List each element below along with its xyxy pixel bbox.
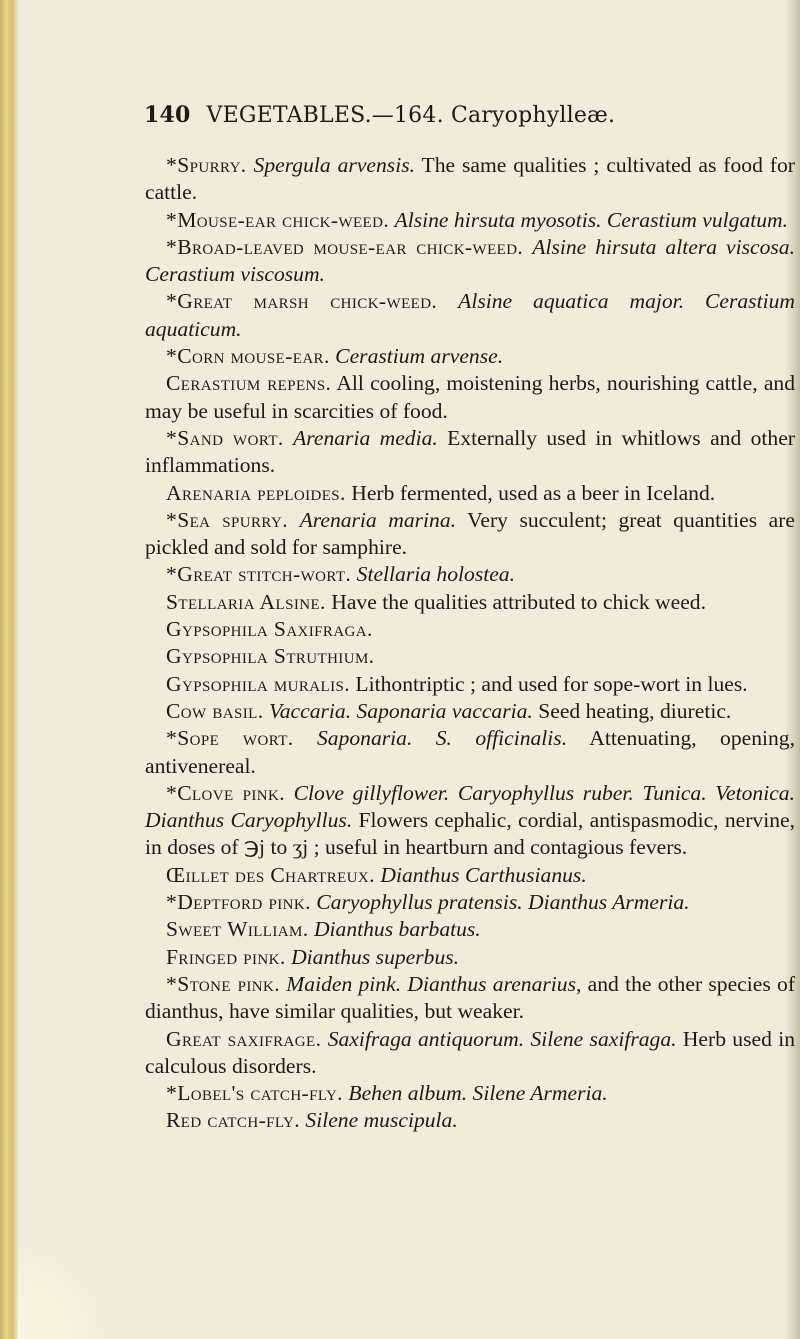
entry-name: Gypsophila Struthium.	[166, 644, 375, 669]
entry	[145, 889, 795, 916]
entry-text: Flowers cephalic, cordial, antispasmodic, nervine, in doses of ℈j to ʒj ; useful in heartburn and contagious fevers.	[145, 808, 795, 860]
entry-text: Have the qualities attributed to chick weed.	[331, 589, 706, 614]
entry-name: Gypsophila Saxifraga.	[166, 617, 373, 642]
entry	[145, 589, 795, 616]
entry	[145, 507, 795, 562]
entry-name: Red catch-fly.	[166, 1108, 300, 1133]
page-corner-light	[18, 1244, 108, 1339]
entry-name: *Lobel's catch-fly.	[166, 1081, 343, 1106]
entry	[145, 916, 795, 943]
entry-name: *Sope wort.	[166, 726, 294, 751]
entry	[145, 671, 795, 698]
entry-name: *Great marsh chick-weed.	[166, 289, 438, 314]
entry-text: Herb used in calculous disorders.	[145, 1026, 795, 1078]
entry-text: Lithontriptic ; and used for sope-wort in lues.	[355, 671, 748, 696]
entry-latin: Alsine aquatica major. Cerastium aquaticum.	[145, 289, 795, 341]
entry-latin: Dianthus superbus.	[291, 944, 460, 969]
entry-text: Seed heating, diuretic.	[538, 698, 732, 723]
entry	[145, 370, 795, 425]
entry	[145, 780, 795, 862]
entry-text: Externally used in whitlows and other inflammations.	[145, 425, 795, 478]
entry-latin: Arenaria media.	[293, 425, 438, 450]
entry-text: All cooling, moistening herbs, nourishing cattle, and may be useful in scarcities of food.	[145, 371, 795, 423]
entry	[145, 862, 795, 889]
entry	[145, 643, 795, 670]
entry-latin: Saponaria. S. officinalis.	[316, 726, 568, 751]
entry-latin: Silene muscipula.	[305, 1108, 458, 1133]
entry	[145, 944, 795, 971]
entry-text: and the other species of dianthus, have similar qualities, but weaker.	[145, 971, 796, 1024]
entry-latin: Clove gillyflower. Caryophyllus ruber. Tunica. Vetonica. Dianthus Caryophyllus.	[145, 780, 795, 833]
entry-name: Arenaria peploides.	[166, 480, 346, 505]
entry	[145, 616, 795, 643]
entry-text: Attenuating, opening, antivenereal.	[145, 726, 795, 778]
entry-name: *Great stitch-wort.	[166, 562, 352, 587]
entry-name: Great saxifrage.	[166, 1026, 322, 1051]
entry-name: *Sea spurry.	[166, 507, 289, 532]
entry-latin: Dianthus Carthusianus.	[380, 862, 587, 887]
entry-latin: Saxifraga antiquorum. Silene saxifraga.	[327, 1026, 677, 1051]
entry	[145, 1080, 795, 1107]
entry-name: Stellaria Alsine.	[166, 589, 326, 614]
entry	[145, 234, 795, 289]
book-spine-edge	[0, 0, 18, 1339]
entry-text: Herb fermented, used as a beer in Iceland.	[351, 480, 716, 505]
entry-text: The same qualities ; cultivated as food for cattle.	[145, 153, 795, 205]
page-number: 140	[144, 102, 191, 128]
entry	[145, 288, 795, 343]
entry	[145, 725, 795, 780]
entry-name: *Corn mouse-ear.	[166, 344, 330, 369]
entry-name: *Spurry.	[166, 153, 247, 177]
entry	[145, 1107, 795, 1134]
entry-name: *Stone pink.	[166, 971, 280, 996]
entry-latin: Maiden pink. Dianthus arenarius,	[286, 971, 582, 996]
entry	[145, 343, 795, 370]
entry	[145, 1026, 795, 1081]
entry-latin: Vaccaria. Saponaria vaccaria.	[268, 698, 533, 723]
entry	[145, 698, 795, 725]
entry-latin: Dianthus barbatus.	[313, 917, 481, 942]
entry-latin: Stellaria holostea.	[356, 562, 516, 587]
entry-name: Cow basil.	[166, 698, 264, 723]
entry	[145, 152, 795, 207]
entry-latin: Cerastium arvense.	[335, 344, 504, 369]
entry-name: Œillet des Chartreux.	[166, 862, 375, 887]
entry-latin: Spergula arvensis.	[253, 153, 415, 177]
entry-name: *Mouse-ear chick-weed.	[166, 207, 390, 232]
entry-text: Very succulent; great quantities are pickled and sold for samphire.	[145, 507, 795, 560]
entry	[145, 425, 795, 480]
entry	[145, 207, 795, 234]
entry-name: Gypsophila muralis.	[166, 671, 351, 696]
entry-latin: Arenaria marina.	[299, 507, 457, 532]
entry-latin: Behen album. Silene Armeria.	[348, 1081, 608, 1106]
entry-latin: Caryophyllus pratensis. Dianthus Armeria.	[316, 890, 690, 915]
entry	[145, 971, 795, 1026]
entry-name: *Broad-leaved mouse-ear chick-weed.	[166, 234, 524, 259]
entry-latin: Alsine hirsuta altera viscosa. Cerastium viscosum.	[145, 234, 795, 287]
entry-name: *Clove pink.	[166, 780, 286, 805]
entry	[145, 480, 795, 507]
entry-name: Fringed pink.	[166, 944, 286, 969]
running-title: VEGETABLES.—164. Caryophylleæ.	[206, 103, 616, 128]
entry-name: Cerastium repens.	[166, 371, 332, 396]
entry-name: *Deptford pink.	[166, 890, 311, 915]
entry-name: Sweet William.	[166, 917, 309, 942]
entry	[145, 561, 795, 588]
running-header	[144, 102, 615, 128]
page-body	[145, 152, 795, 1135]
entry-latin: Alsine hirsuta myosotis. Cerastium vulgatum.	[394, 207, 789, 232]
entry-name: *Sand wort.	[166, 425, 284, 450]
